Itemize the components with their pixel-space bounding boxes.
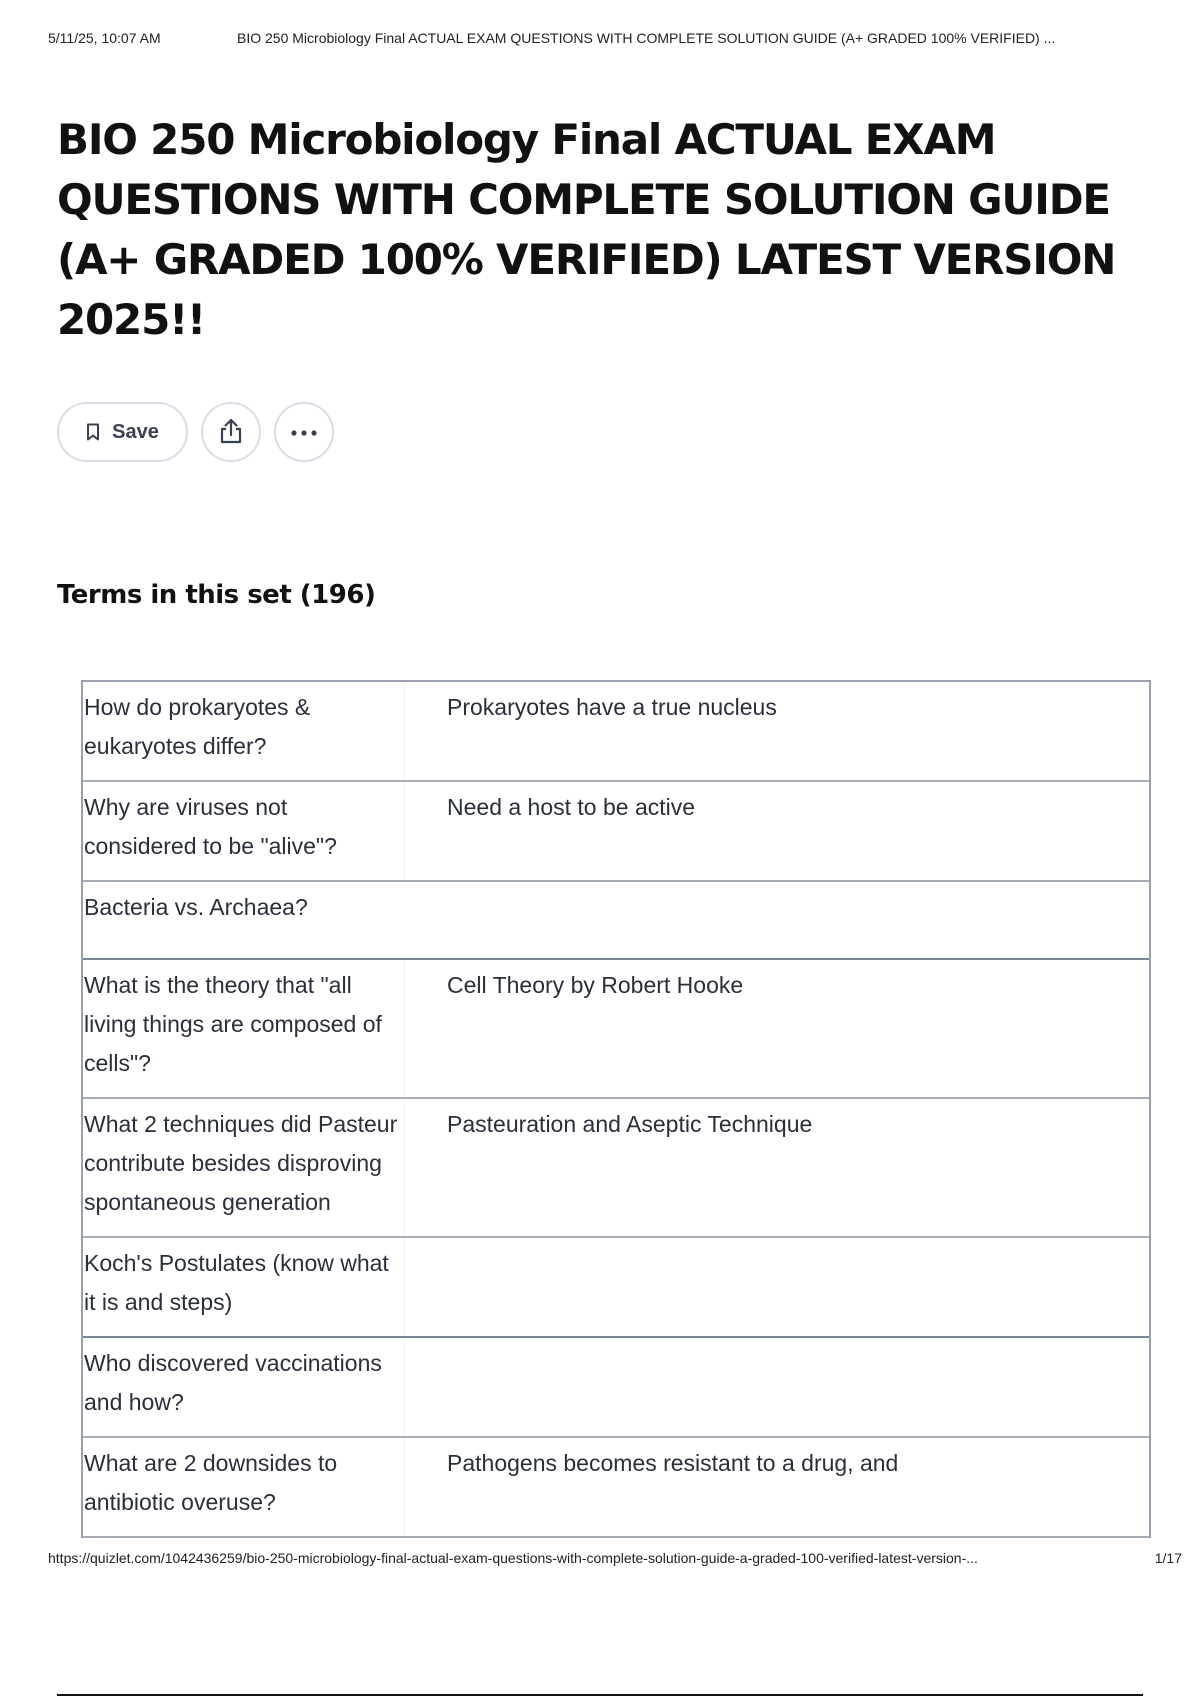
term-text: What 2 techniques did Pasteur contribute besides disproving spontaneous generation (83, 1099, 405, 1236)
term-row (83, 1338, 1149, 1438)
definition-text: Prokaryotes have a true nucleus (447, 694, 777, 720)
bookmark-icon (86, 423, 100, 441)
definition-text (405, 1238, 1149, 1336)
term-row (83, 882, 1149, 960)
term-row (83, 1438, 1149, 1538)
print-footer (48, 1550, 1182, 1570)
definition-text: Cell Theory by Robert Hooke (447, 972, 744, 998)
share-icon (218, 417, 244, 448)
term-row (83, 682, 1149, 782)
more-options-button[interactable] (274, 402, 334, 462)
terms-table-viewport (81, 680, 1151, 1542)
term-row (83, 782, 1149, 882)
term-text: How do prokaryotes & eukaryotes differ? (83, 682, 405, 780)
page-url: https://quizlet.com/1042436259/bio-250-microbiology-final-actual-exam-questions-with-complete-solution-guide-a-graded-100-verified-latest-version-... (48, 1550, 978, 1566)
term-row (83, 960, 1149, 1099)
definition-text: Pathogens becomes resistant to a drug, and (447, 1450, 899, 1476)
more-icon (290, 425, 318, 440)
terms-heading: Terms in this set (196) (57, 580, 376, 610)
share-button[interactable] (201, 402, 261, 462)
term-text: What are 2 downsides to antibiotic overuse? (83, 1438, 405, 1536)
terms-table (81, 680, 1151, 1538)
term-text: What is the theory that "all living things are composed of cells"? (83, 960, 405, 1097)
definition-text (405, 1338, 1149, 1436)
definition-text: Need a host to be active (447, 794, 696, 820)
print-page-title: BIO 250 Microbiology Final ACTUAL EXAM QUESTIONS WITH COMPLETE SOLUTION GUIDE (A+ GRADED 100% VERIFIED) ... (237, 30, 1056, 46)
print-date: 5/11/25, 10:07 AM (48, 30, 161, 46)
print-header (48, 30, 1182, 50)
term-text: Who discovered vaccinations and how? (83, 1338, 405, 1436)
term-row (83, 1238, 1149, 1338)
page-number: 1/17 (1154, 1550, 1182, 1566)
term-row (83, 1099, 1149, 1238)
save-label: Save (112, 420, 159, 443)
divider (57, 1694, 1143, 1696)
definition-text: Pasteuration and Aseptic Technique (447, 1111, 813, 1137)
term-text: Why are viruses not considered to be "alive"? (83, 782, 405, 880)
term-text: Koch's Postulates (know what it is and steps) (83, 1238, 405, 1336)
action-bar (57, 402, 347, 462)
save-button[interactable] (57, 402, 188, 462)
document-title: BIO 250 Microbiology Final ACTUAL EXAM QUESTIONS WITH COMPLETE SOLUTION GUIDE (A+ GRADED 100% VERIFIED) LATEST VERSION 2025!! (57, 115, 1116, 344)
term-text: Bacteria vs. Archaea? (84, 894, 308, 920)
